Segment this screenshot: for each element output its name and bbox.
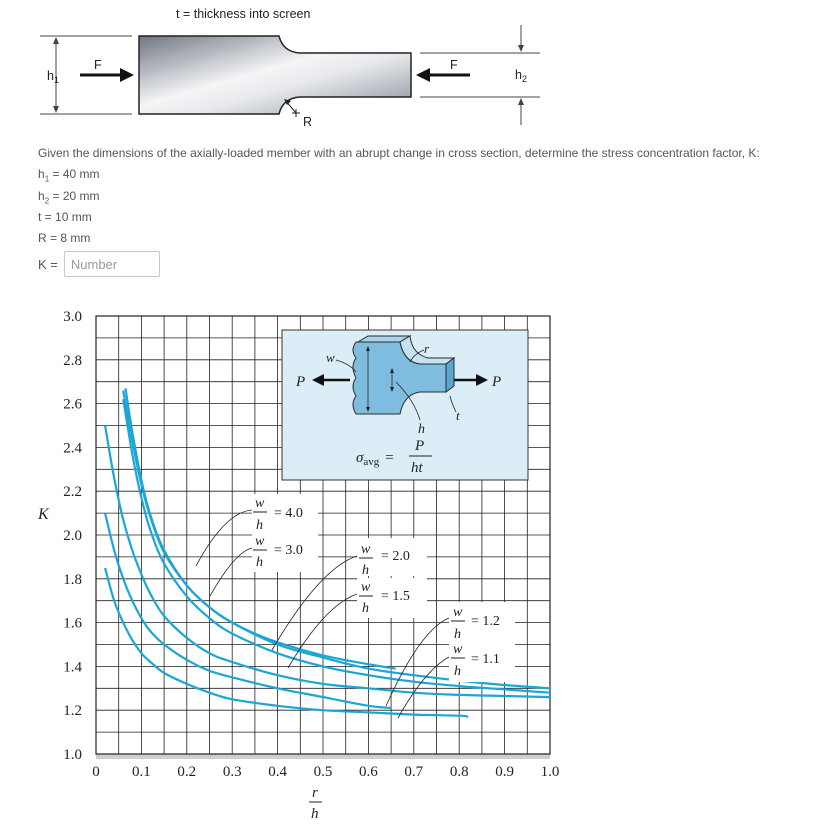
y-tick-label: 1.0 <box>63 747 82 763</box>
y-tick-label: 1.6 <box>63 615 82 632</box>
curve-label-1-1-den: h <box>454 664 461 679</box>
curve-label-4-0-den: h <box>256 518 263 533</box>
curve-label-1-5-den: h <box>362 601 369 616</box>
y-tick-label: 3.0 <box>63 309 82 325</box>
x-tick-label: 0.6 <box>359 764 378 780</box>
force-left-label: F <box>94 58 102 72</box>
curve-label-3-0-den: h <box>256 555 263 570</box>
curve-label-1-1-eq: = 1.1 <box>471 652 500 667</box>
inset-formula-denominator: ht <box>411 460 423 476</box>
y-tick-label: 2.0 <box>63 528 82 544</box>
curve-label-1-5-num: w <box>361 580 371 595</box>
curve-label-1-1 <box>449 642 515 682</box>
force-right-label: F <box>450 58 458 72</box>
x-tick-label: 0.4 <box>268 764 287 780</box>
y-tick-label: 1.2 <box>63 703 82 720</box>
x-tick-label: 0.9 <box>495 764 514 780</box>
curve-wh-1-2 <box>105 513 391 708</box>
curve-label-2-0-den: h <box>362 563 369 578</box>
curve-label-1-5-eq: = 1.5 <box>381 589 410 604</box>
x-axis-strip <box>96 754 550 759</box>
curve-label-2-0 <box>357 538 427 578</box>
curve-label-1-2-den: h <box>454 627 461 642</box>
curve-label-4-0-eq: = 4.0 <box>274 506 303 521</box>
x-tick-label: 1.0 <box>540 764 560 780</box>
inset-r-label: r <box>424 341 430 356</box>
y-axis-label: K <box>38 506 49 523</box>
x-tick-label: 0.7 <box>404 764 424 780</box>
y-tick-label: 2.8 <box>63 352 82 369</box>
answer-row <box>38 251 160 277</box>
curve-label-1-1-num: w <box>453 642 463 657</box>
x-tick-label: 0.1 <box>132 764 151 780</box>
curve-label-1-5 <box>357 578 427 618</box>
inset-w-label: w <box>326 350 335 365</box>
answer-input[interactable] <box>64 251 160 277</box>
given-h1: $h_1 = 40$ mm <box>38 167 100 184</box>
given-h2: $h_2 = 20$ mm <box>38 189 100 206</box>
radius-label: R <box>303 115 313 129</box>
given-r: R = 8 mm <box>38 231 91 245</box>
h2-arrowhead-top-icon <box>518 45 524 52</box>
curve-label-4-0 <box>252 494 318 538</box>
y-tick-label: 2.2 <box>63 484 82 501</box>
x-tick-label: 0.8 <box>449 764 469 780</box>
inset-formula-numerator: P <box>415 438 425 454</box>
h1-arrowhead-bottom-icon <box>53 106 59 113</box>
h1-label: $h_1$ <box>47 69 59 85</box>
x-axis-label-denominator: h <box>311 806 319 822</box>
inset-h-label: h <box>418 422 425 437</box>
y-tick-label: 2.4 <box>63 440 82 457</box>
member-diagram <box>0 0 835 135</box>
inset-formula-lhs: $\sigma_{avg}$ = <box>356 450 394 468</box>
inset-load-right-label: P <box>492 374 502 390</box>
curve-label-2-0-eq: = 2.0 <box>381 549 410 564</box>
curve-label-3-0-eq: = 3.0 <box>274 543 303 558</box>
curve-label-1-2 <box>449 602 515 642</box>
inset-member-end <box>446 358 454 392</box>
curve-label-4-0-num: w <box>255 496 265 511</box>
curve-label-1-2-num: w <box>453 605 463 620</box>
leader-4-0 <box>196 510 252 566</box>
inset-t-label: t <box>456 408 460 423</box>
stress-concentration-chart <box>0 300 835 826</box>
x-tick-label: 0.5 <box>313 764 333 780</box>
x-tick-label: 0 <box>92 764 100 780</box>
x-tick-label: 0.3 <box>222 764 242 780</box>
leader-3-0 <box>210 548 252 596</box>
question-prompt: Given the dimensions of the axially-loaded member with an abrupt change in cross section, determine the stress concentration factor, K: <box>38 146 760 160</box>
curve-label-1-2-eq: = 1.2 <box>471 614 500 629</box>
inset-load-left-label: P <box>296 374 306 390</box>
thickness-note: t = thickness into screen <box>176 7 311 21</box>
inset-diagram <box>282 330 528 480</box>
h1-arrowhead-top-icon <box>53 37 59 44</box>
h2-label: $h_2$ <box>515 68 527 84</box>
curve-label-3-0-num: w <box>255 534 265 549</box>
y-tick-label: 1.4 <box>63 659 82 676</box>
answer-label: K = <box>38 256 58 272</box>
force-right-arrow-icon <box>416 68 430 82</box>
force-left-arrow-icon <box>120 68 134 82</box>
y-tick-label: 1.8 <box>63 571 82 588</box>
curve-label-2-0-num: w <box>361 542 371 557</box>
given-t: t = 10 mm <box>38 210 92 224</box>
y-tick-label: 2.6 <box>63 396 82 413</box>
curve-label-3-0 <box>252 534 318 572</box>
stepped-member <box>139 36 411 114</box>
x-axis-label-numerator: r <box>312 785 318 801</box>
h2-arrowhead-bottom-icon <box>518 98 524 105</box>
x-tick-label: 0.2 <box>177 764 197 780</box>
